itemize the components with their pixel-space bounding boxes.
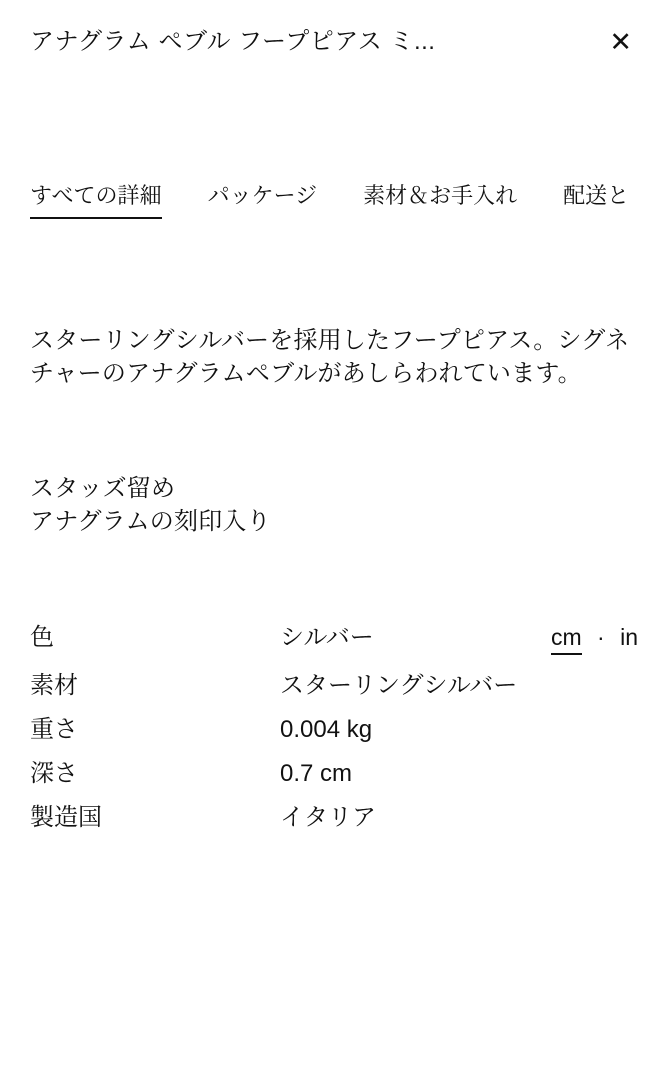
spec-value-material: スターリングシルバー	[280, 672, 518, 699]
feature-item-anagram-engraving: アナグラムの刻印入り	[30, 508, 271, 535]
spec-row-weight	[30, 717, 638, 743]
tab-all-details[interactable]: すべての詳細	[30, 184, 162, 219]
tab-materials-care[interactable]: 素材＆お手入れ	[363, 184, 517, 219]
unit-separator-dot: ·	[597, 624, 605, 650]
close-icon[interactable]: ✕	[609, 27, 632, 57]
panel-title: アナグラム ペブル フープピアス ミ...	[30, 28, 436, 55]
feature-item-stud-fastening: スタッズ留め	[30, 475, 176, 502]
spec-value-depth: 0.7 cm	[280, 760, 353, 787]
tab-bar	[30, 184, 638, 219]
unit-in-button[interactable]: in	[620, 624, 638, 655]
tab-shipping-returns[interactable]: 配送と	[563, 184, 629, 219]
panel-header	[30, 0, 638, 57]
spec-row-depth	[30, 761, 638, 787]
unit-cm-button[interactable]: cm	[551, 624, 582, 655]
product-description: スターリングシルバーを採用したフープピアス。シグネチャーのアナグラムペブルがあしらわれています。	[30, 327, 630, 387]
spec-row-country	[30, 805, 638, 831]
spec-label-depth: 深さ	[30, 760, 78, 787]
spec-row-material	[30, 673, 638, 699]
spec-label-country: 製造国	[30, 804, 102, 831]
tab-content-all-details	[30, 324, 638, 831]
spec-value-weight: 0.004 kg	[280, 716, 373, 743]
spec-value-color: シルバー	[280, 624, 374, 651]
spec-label-color: 色	[30, 624, 54, 651]
spec-row-color	[30, 624, 638, 655]
spec-value-country: イタリア	[280, 804, 376, 831]
spec-label-weight: 重さ	[30, 716, 78, 743]
unit-toggle	[551, 624, 638, 655]
spec-table	[30, 624, 638, 831]
spec-label-material: 素材	[30, 672, 78, 699]
tab-packaging[interactable]: パッケージ	[208, 184, 318, 219]
feature-list	[30, 472, 638, 538]
